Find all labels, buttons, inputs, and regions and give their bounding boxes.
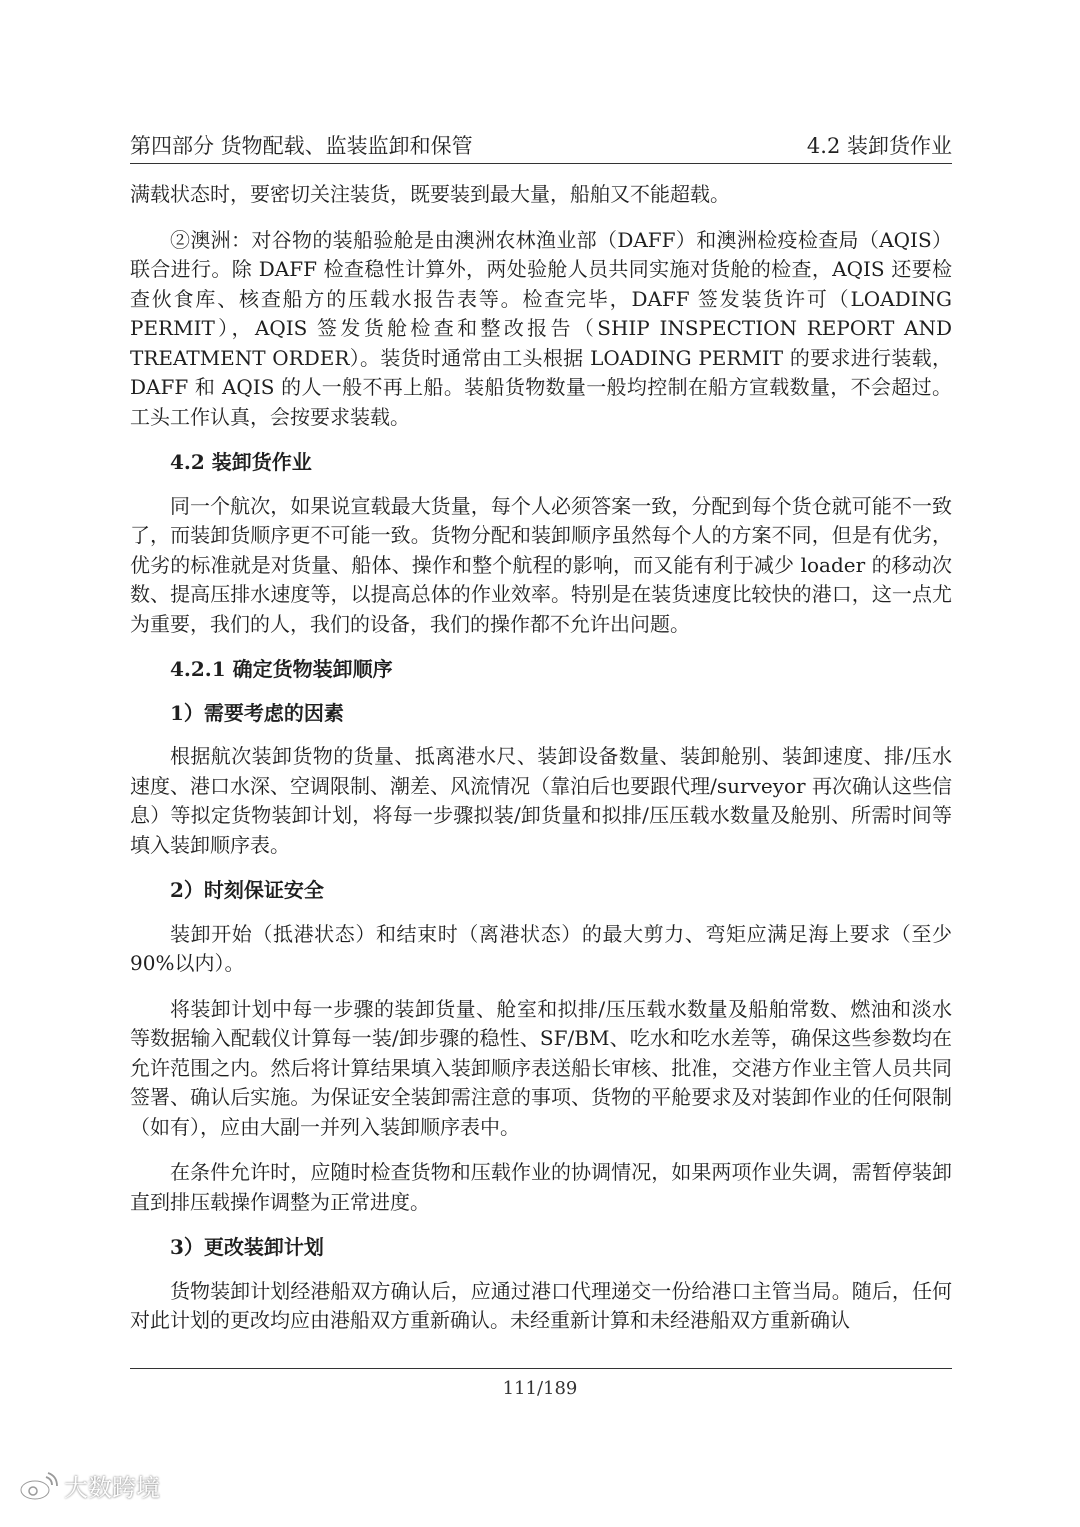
page-number: 111/189 xyxy=(502,1378,578,1399)
subheading-safety: 2）时刻保证安全 xyxy=(170,878,324,902)
subheading-factors: 1）需要考虑的因素 xyxy=(170,700,344,725)
paragraph-factors: 根据航次装卸货物的货量、抵离港水尺、装卸设备数量、装卸舱别、装卸速度、排/压水速度、港口水深、空调限制、潮差、风流情况（靠泊后也要跟代理/surveyor 再次确认这些信息）等拟定货物装卸计划，将每一步骤拟装/卸货量和拟排/压压载水数量及舱别、所需时间等填入装卸顺序表。 xyxy=(130,744,952,857)
header-section-title: 4.2 装卸货作业 xyxy=(806,134,952,158)
watermark xyxy=(18,1468,160,1503)
paragraph-coordination: 在条件允许时，应随时检查货物和压载作业的协调情况，如果两项作业失调，需暂停装卸直到排压载操作调整为正常进度。 xyxy=(130,1160,952,1214)
watermark-text: 大数跨境 xyxy=(64,1474,160,1502)
body-text xyxy=(130,180,952,1352)
paragraph-australia: ②澳洲：对谷物的装船验舱是由澳洲农林渔业部（DAFF）和澳洲检疫检查局（AQIS）联合进行。除 DAFF 检查稳性计算外，两处验舱人员共同实施对货舱的检查，AQIS 还要检查伙食库、核查船方的压载水报告表等。检查完毕，DAFF 签发装货许可（LOADING PERMIT），AQIS 签发货舱检查和整改报告（SHIP INSPECTION REPORT AND TREATMENT ORDER）。装货时通常由工头根据 LOADING PERMIT 的要求进行装载，DAFF 和 AQIS 的人一般不再上船。装船货物数量一般均控制在船方宣载数量，不会超过。工头工作认真，会按要求装载。 xyxy=(130,227,952,429)
subheading-change-plan: 3）更改装卸计划 xyxy=(170,1235,324,1259)
header-rule xyxy=(130,163,952,164)
paragraph-shear-moment: 装卸开始（抵港状态）和结束时（离港状态）的最大剪力、弯矩应满足海上要求（至少 90%以内）。 xyxy=(130,921,952,975)
header-chapter-title: 第四部分 货物配载、监装监卸和保管 xyxy=(130,134,473,158)
paragraph-change-plan: 货物装卸计划经港船双方确认后，应通过港口代理递交一份给港口主管当局。随后，任何对此计划的更改均应由港船双方重新确认。未经重新计算和未经港船双方重新确认 xyxy=(130,1278,952,1332)
paragraph-continuation: 满载状态时，要密切关注装货，既要装到最大量，船舶又不能超载。 xyxy=(130,182,730,206)
footer-rule xyxy=(130,1368,952,1369)
weibo-logo-icon xyxy=(18,1471,58,1501)
section-heading-4-2: 4.2 装卸货作业 xyxy=(170,450,312,474)
running-header xyxy=(130,128,952,160)
paragraph-loading-order: 同一个航次，如果说宣载最大货量，每个人必须答案一致，分配到每个货仓就可能不一致了，而装卸货顺序更不可能一致。货物分配和装卸顺序虽然每个人的方案不同，但是有优劣，优劣的标准就是对货量、船体、操作和整个航程的影响，而又能有利于减少 loader 的移动次数、提高压排水速度等，以提高总体的作业效率。特别是在装货速度比较快的港口，这一点尤为重要，我们的人，我们的设备，我们的操作都不允许出问题。 xyxy=(130,493,952,636)
section-heading-4-2-1: 4.2.1 确定货物装卸顺序 xyxy=(170,657,393,681)
paragraph-loading-computer: 将装卸计划中每一步骤的装卸货量、舱室和拟排/压压载水数量及船舶常数、燃油和淡水等数据输入配载仪计算每一装/卸步骤的稳性、SF/BM、吃水和吃水差等，确保这些参数均在允许范围之内。然后将计算结果填入装卸顺序表送船长审核、批准，交港方作业主管人员共同签署、确认后实施。为保证安全装卸需注意的事项、货物的平舱要求及对装卸作业的任何限制（如有），应由大副一并列入装卸顺序表中。 xyxy=(130,996,952,1139)
